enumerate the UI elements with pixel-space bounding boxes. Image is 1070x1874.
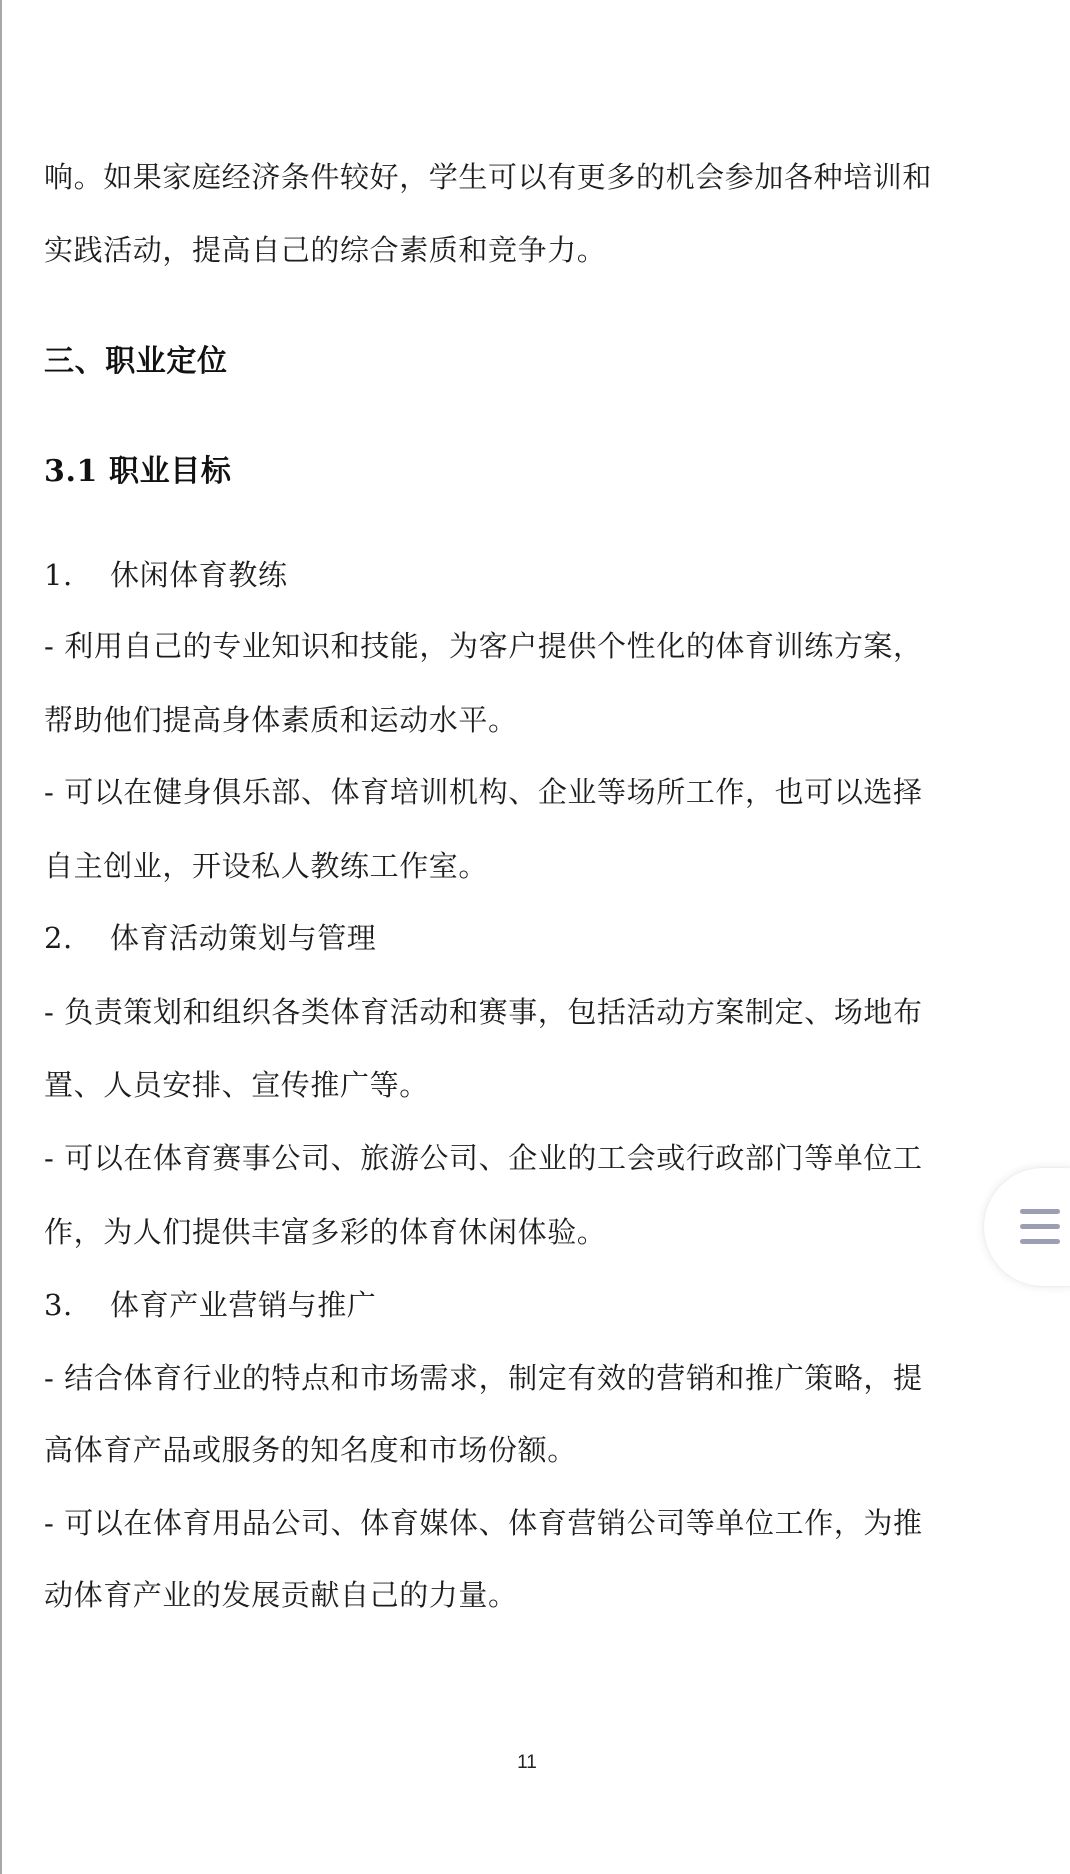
subsection-heading: 3.1 职业目标 — [44, 454, 232, 489]
paragraph-line: 实践活动，提高自己的综合素质和竞争力。 — [44, 233, 607, 267]
bullet-line: 帮助他们提高身体素质和运动水平。 — [44, 703, 518, 737]
paragraph-line: 响。如果家庭经济条件较好，学生可以有更多的机会参加各种培训和 — [44, 160, 933, 194]
bullet-line: - 可以在健身俱乐部、体育培训机构、企业等场所工作，也可以选择 — [44, 775, 923, 809]
bullet-line: - 可以在体育赛事公司、旅游公司、企业的工会或行政部门等单位工 — [44, 1141, 923, 1175]
list-item-number: 3. — [44, 1288, 73, 1322]
hamburger-menu-icon — [1020, 1209, 1060, 1214]
hamburger-menu-icon-bar — [1020, 1239, 1060, 1244]
bullet-line: 高体育产品或服务的知名度和市场份额。 — [44, 1433, 577, 1467]
bullet-line: 动体育产业的发展贡献自己的力量。 — [44, 1578, 518, 1612]
list-item-title-text: 体育产业营销与推广 — [110, 1288, 377, 1322]
section-heading: 三、职业定位 — [44, 344, 228, 379]
list-item-number: 1. — [44, 558, 73, 592]
bullet-line: 置、人员安排、宣传推广等。 — [44, 1068, 429, 1102]
bullet-line: - 负责策划和组织各类体育活动和赛事，包括活动方案制定、场地布 — [44, 995, 923, 1029]
list-item-number: 2. — [44, 921, 73, 955]
list-item-title-text: 体育活动策划与管理 — [110, 921, 377, 955]
list-item-title — [44, 918, 1024, 958]
list-item-title — [44, 1285, 1024, 1325]
bullet-line: 作，为人们提供丰富多彩的体育休闲体验。 — [44, 1215, 607, 1249]
list-item-title — [44, 555, 1024, 595]
bullet-line: - 可以在体育用品公司、体育媒体、体育营销公司等单位工作，为推 — [44, 1506, 923, 1540]
page-number: 11 — [517, 1752, 537, 1773]
bullet-line: 自主创业，开设私人教练工作室。 — [44, 849, 489, 883]
bullet-line: - 结合体育行业的特点和市场需求，制定有效的营销和推广策略，提 — [44, 1361, 923, 1395]
list-item-title-text: 休闲体育教练 — [110, 558, 288, 592]
bullet-line: - 利用自己的专业知识和技能，为客户提供个性化的体育训练方案， — [44, 629, 923, 663]
hamburger-menu-icon-bar — [1020, 1224, 1060, 1229]
